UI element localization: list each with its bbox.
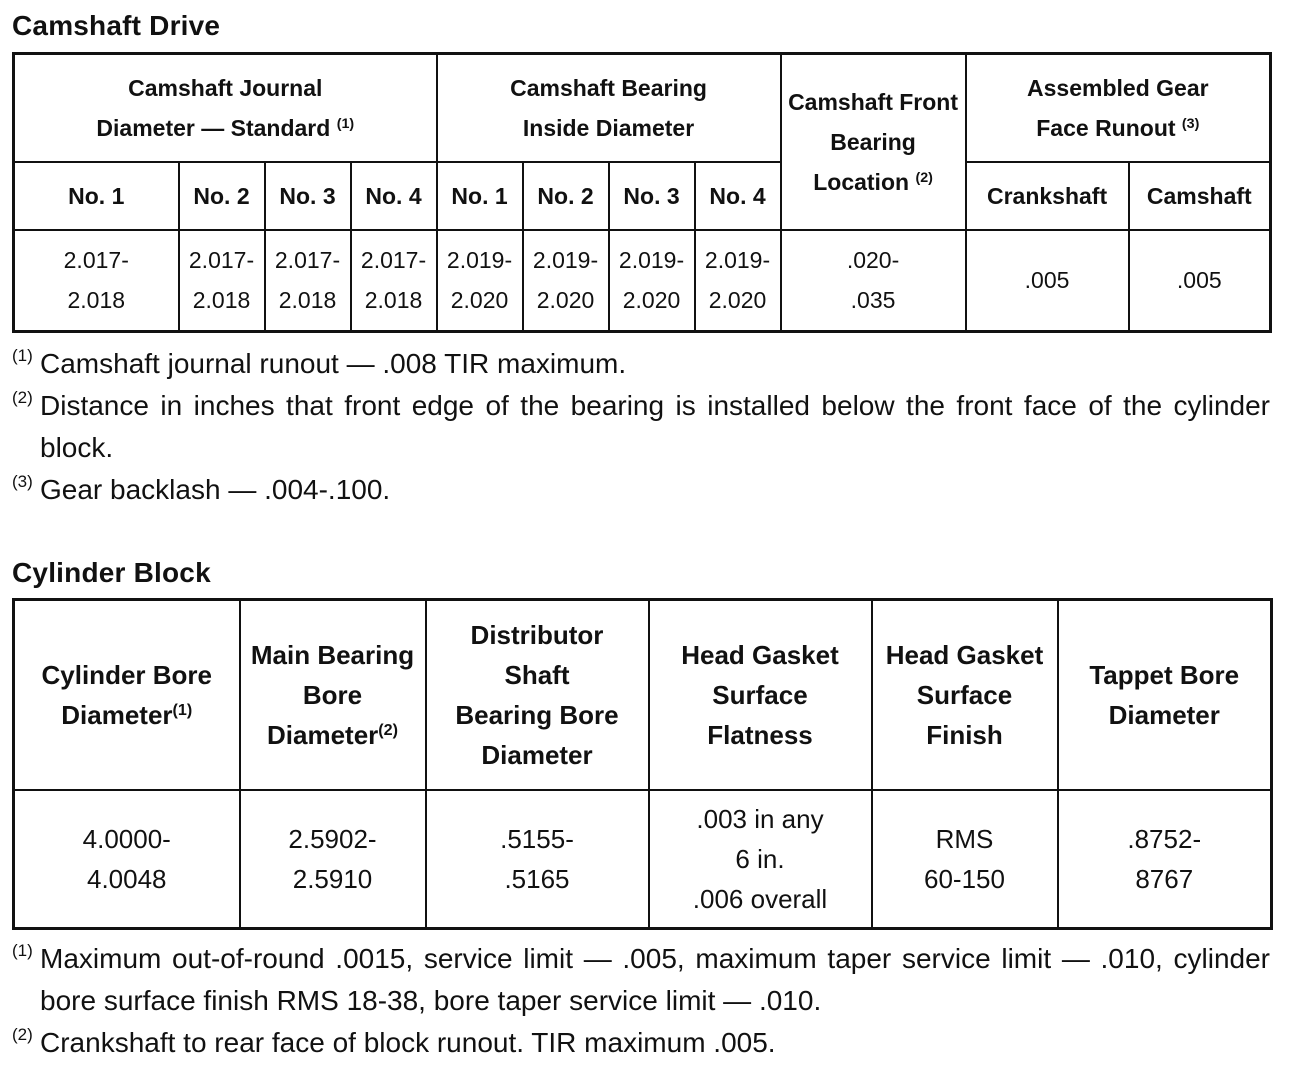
header-camshaft-front-bearing-location: Camshaft Front Bearing Location $^{(2)}$ xyxy=(781,54,966,230)
note-ref: (2) xyxy=(915,169,933,186)
note-ref: (1) xyxy=(172,701,193,720)
header-distributor-shaft-bearing-bore-diameter: Distributor Shaft Bearing Bore Diameter xyxy=(426,600,649,791)
header-assembled-gear-face-runout: Assembled Gear Face Runout $^{(3)}$ xyxy=(966,54,1271,162)
cylinder-block-footnotes xyxy=(12,938,1270,1064)
footnote-marker: (2) xyxy=(12,388,33,407)
cylinder-block-title: Cylinder Block xyxy=(12,557,211,588)
subheader-crankshaft: Crankshaft xyxy=(966,162,1129,230)
value-crankshaft-runout: .005 xyxy=(966,230,1129,332)
footnote-marker: (2) xyxy=(12,1025,33,1044)
cylinder-block-table xyxy=(12,598,1273,930)
camshaft-drive-title: Camshaft Drive xyxy=(12,10,221,41)
footnote-marker: (1) xyxy=(12,941,33,960)
value-bearing-no4: 2.019- 2.020 xyxy=(695,230,781,332)
header-camshaft-journal-diameter: Camshaft Journal Diameter — Standard $^{(1)}$ xyxy=(14,54,437,162)
subheader-journal-no1: No. 1 xyxy=(14,162,179,230)
value-journal-no3: 2.017- 2.018 xyxy=(265,230,351,332)
footnote: (1) Camshaft journal runout — .008 TIR maximum. xyxy=(12,343,1270,385)
subheader-journal-no2: No. 2 xyxy=(179,162,265,230)
subheader-journal-no3: No. 3 xyxy=(265,162,351,230)
footnote-marker: (3) xyxy=(12,472,33,491)
value-front-bearing-location: .020- .035 xyxy=(781,230,966,332)
header-head-gasket-surface-flatness: Head Gasket Surface Flatness xyxy=(649,600,872,791)
value-camshaft-runout: .005 xyxy=(1129,230,1271,332)
footnote: (2) Crankshaft to rear face of block runout. TIR maximum .005. xyxy=(12,1022,1270,1064)
subheader-bearing-no4: No. 4 xyxy=(695,162,781,230)
value-bearing-no3: 2.019- 2.020 xyxy=(609,230,695,332)
value-tappet-bore-diameter: .8752- 8767 xyxy=(1058,790,1272,928)
subheader-bearing-no2: No. 2 xyxy=(523,162,609,230)
note-ref: (1) xyxy=(336,115,355,132)
header-camshaft-bearing-inside-diameter: Camshaft Bearing Inside Diameter xyxy=(437,54,781,162)
value-head-gasket-surface-flatness: .003 in any 6 in. .006 overall xyxy=(649,790,872,928)
footnote: (3) Gear backlash — .004-.100. xyxy=(12,469,1270,511)
note-ref: (2) xyxy=(378,721,398,740)
value-distributor-shaft-bearing-bore-diameter: .5155- .5165 xyxy=(426,790,649,928)
value-main-bearing-bore-diameter: 2.5902- 2.5910 xyxy=(240,790,426,928)
camshaft-drive-footnotes xyxy=(12,343,1270,511)
value-bearing-no1: 2.019- 2.020 xyxy=(437,230,523,332)
value-journal-no1: 2.017- 2.018 xyxy=(14,230,179,332)
subheader-bearing-no3: No. 3 xyxy=(609,162,695,230)
header-head-gasket-surface-finish: Head Gasket Surface Finish xyxy=(872,600,1058,791)
subheader-bearing-no1: No. 1 xyxy=(437,162,523,230)
footnote: (1) Maximum out-of-round .0015, service limit — .005, maximum taper service limit — .010, cylinder bore surface finish RMS 18-38, bore taper service limit — .010. xyxy=(12,938,1270,1022)
value-cylinder-bore-diameter: 4.0000- 4.0048 xyxy=(14,790,240,928)
footnote-marker: (1) xyxy=(12,346,33,365)
value-journal-no4: 2.017- 2.018 xyxy=(351,230,437,332)
value-head-gasket-surface-finish: RMS 60-150 xyxy=(872,790,1058,928)
header-tappet-bore-diameter: Tappet Bore Diameter xyxy=(1058,600,1272,791)
subheader-journal-no4: No. 4 xyxy=(351,162,437,230)
note-ref: (3) xyxy=(1181,115,1200,132)
header-main-bearing-bore-diameter: Main Bearing Bore Diameter$^{(2)}$ xyxy=(240,600,426,791)
subheader-camshaft: Camshaft xyxy=(1129,162,1271,230)
value-journal-no2: 2.017- 2.018 xyxy=(179,230,265,332)
header-cylinder-bore-diameter: Cylinder Bore Diameter$^{(1)}$ xyxy=(14,600,240,791)
value-bearing-no2: 2.019- 2.020 xyxy=(523,230,609,332)
footnote: (2) Distance in inches that front edge of the bearing is installed below the front face of the cylinder block. xyxy=(12,385,1270,469)
camshaft-drive-table xyxy=(12,52,1272,333)
